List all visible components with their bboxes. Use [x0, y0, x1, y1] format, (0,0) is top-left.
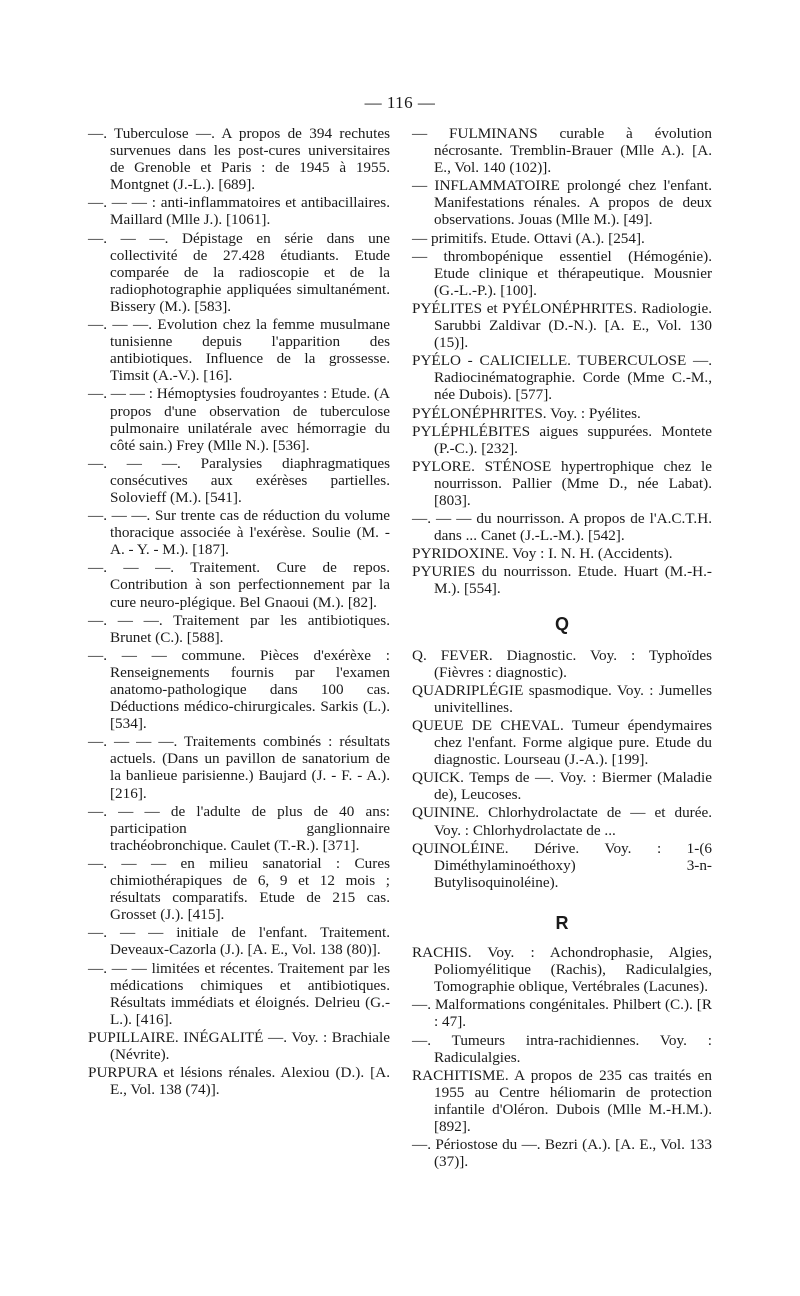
- index-entry: — INFLAMMATOIRE prolongé chez l'enfant. Manifestations rénales. A propos de deux observations. Jouas (Mlle M.). [49].: [412, 177, 712, 229]
- section-heading-r: R: [555, 912, 569, 933]
- index-entry: —. — — limitées et récentes. Traitement par les médications chimiques et antibiotiques. Résultats immédiats et éloignés. Delrieu (G.-L.). [416].: [88, 959, 390, 1028]
- index-entry: —. Tuberculose —. A propos de 394 rechutes survenues dans les post-cures universitaires de Grenoble et Paris : de 1945 à 1955. Montgnet (J.-L.). [689].: [88, 125, 390, 194]
- index-entry: QUININE. Chlorhydrolactate de — et durée. Voy. : Chlorhydrolactate de ...: [412, 804, 712, 839]
- index-entry: PURPURA et lésions rénales. Alexiou (D.). [A. E., Vol. 138 (74)].: [88, 1064, 390, 1099]
- index-entry: —. — — de l'adulte de plus de 40 ans: participation ganglionnaire trachéobronchique. Caulet (T.-R.). [371].: [88, 802, 390, 854]
- index-entry: — thrombopénique essentiel (Hémogénie). Etude clinique et thérapeutique. Mousnier (G.-L.-P.). [100].: [412, 247, 712, 299]
- index-entry: — FULMINANS curable à évolution nécrosante. Tremblin-Brauer (Mlle A.). [A. E., Vol. 140 (102)].: [412, 125, 712, 177]
- index-entry: —. — —. Evolution chez la femme musulmane tunisienne depuis l'apparition des antibiotiques. Influence de la grossesse. Timsit (A.-V.). [16].: [88, 316, 390, 385]
- index-entry: PYRIDOXINE. Voy : I. N. H. (Accidents).: [412, 545, 673, 563]
- index-entry: —. — — : anti-inflammatoires et antibacillaires. Maillard (Mlle J.). [1061].: [88, 194, 390, 229]
- index-entry: —. — — en milieu sanatorial : Cures chimiothérapiques de 6, 9 et 12 mois ; résultats comparatifs. Etude de 215 cas. Grosset (J.). [415].: [88, 854, 390, 924]
- index-entry: —. — —. Paralysies diaphragmatiques consécutives aux exérèses partielles. Solovieff (M.). [541].: [88, 454, 390, 506]
- page-number: — 116 —: [364, 93, 436, 112]
- index-entry: PYÉLITES et PYÉLONÉPHRITES. Radiologie. Sarubbi Zaldivar (D.-N.). [A. E., Vol. 130 (15)].: [412, 299, 712, 352]
- index-entry: PYLÉPHLÉBITES aigues suppurées. Montete (P.-C.). [232].: [412, 422, 712, 457]
- index-entry: —. Tumeurs intra-rachidiennes. Voy. : Radiculalgies.: [412, 1031, 712, 1066]
- index-entry: QUEUE DE CHEVAL. Tumeur épendymaires chez l'enfant. Forme algique pure. Etude du diagnostic. Lourseau (J.-A.). [199].: [412, 717, 712, 769]
- index-entry: QUINOLÉINE. Dérive. Voy. : 1-(6 Diméthylaminoéthoxy) 3-n-Butylisoquinoléine).: [412, 839, 712, 891]
- index-entry: —. — — commune. Pièces d'exérèxe : Renseignements fournis par l'examen anatomo-pathologique dans 100 cas. Déductions médico-chirurgicales. Sarkis (L.). [534].: [88, 646, 390, 733]
- index-entry: —. — —. Sur trente cas de réduction du volume thoracique associée à l'exérèse. Soulie (M. - A. - Y. - M.). [187].: [88, 507, 390, 559]
- left-column: [88, 125, 390, 1099]
- right-column: [412, 125, 712, 1171]
- index-entry: —. — —. Dépistage en série dans une collectivité de 27.428 étudiants. Etude comparée de la radioscopie et de la radiophotographie appliquées simultanément. Bissery (M.). [583].: [88, 229, 390, 315]
- index-entry: QUICK. Temps de —. Voy. : Biermer (Maladie de), Leucoses.: [412, 769, 712, 804]
- index-entry: PUPILLAIRE. INÉGALITÉ —. Voy. : Brachiale (Névrite).: [88, 1028, 390, 1063]
- index-entry: —. — — —. Traitements combinés : résultats actuels. (Dans un pavillon de sanatorium de la banlieue parisienne.) Baujard (J. - F. - A.). [216].: [88, 733, 390, 802]
- index-entry: —. — —. Traitement. Cure de repos. Contribution à son perfectionnement par la cure neuro-plégique. Bel Gnaoui (M.). [82].: [88, 559, 390, 611]
- index-entry: —. Malformations congénitales. Philbert (C.). [R : 47].: [412, 996, 712, 1031]
- index-entry: RACHIS. Voy. : Achondrophasie, Algies, Poliomyélitique (Rachis), Radiculalgies, Tomographie oblique, Vertébrales (Lacunes).: [412, 944, 712, 996]
- index-entry: —. — —. Traitement par les antibiotiques. Brunet (C.). [588].: [88, 611, 390, 646]
- index-entry: PYLORE. STÉNOSE hypertrophique chez le nourrisson. Pallier (Mme D., née Labat). [803].: [412, 457, 712, 509]
- index-entry: — primitifs. Etude. Ottavi (A.). [254].: [412, 229, 645, 247]
- index-entry: —. Périostose du —. Bezri (A.). [A. E., Vol. 133 (37)].: [412, 1136, 712, 1171]
- index-entry: PYURIES du nourrisson. Etude. Huart (M.-H.-M.). [554].: [412, 563, 712, 598]
- index-entry: Q. FEVER. Diagnostic. Voy. : Typhoïdes (Fièvres : diagnostic).: [412, 646, 712, 681]
- index-entry: —. — — : Hémoptysies foudroyantes : Etude. (A propos d'une observation de tuberculose pulmonaire unilatérale avec hémorragie du côté sain.) Frey (Mlle N.). [536].: [88, 385, 391, 454]
- index-entry: PYÉLONÉPHRITES. Voy. : Pyélites.: [412, 404, 641, 422]
- index-entry: RACHITISME. A propos de 235 cas traités en 1955 au Centre héliomarin de protection infantile d'Oléron. Dubois (Mlle M.-H.M.). [892].: [412, 1066, 712, 1135]
- index-entry: —. — — initiale de l'enfant. Traitement. Deveaux-Cazorla (J.). [A. E., Vol. 138 (80)].: [88, 924, 390, 959]
- index-entry: —. — — du nourrisson. A propos de l'A.C.T.H. dans ... Canet (J.-L.-M.). [542].: [412, 510, 712, 545]
- index-entry: QUADRIPLÉGIE spasmodique. Voy. : Jumelles univitellines.: [412, 681, 712, 716]
- index-entry: PYÉLO - CALICIELLE. TUBERCULOSE —. Radiocinématographie. Corde (Mme C.-M., née Dubois). [577].: [412, 352, 712, 404]
- section-heading-q: Q: [554, 613, 569, 634]
